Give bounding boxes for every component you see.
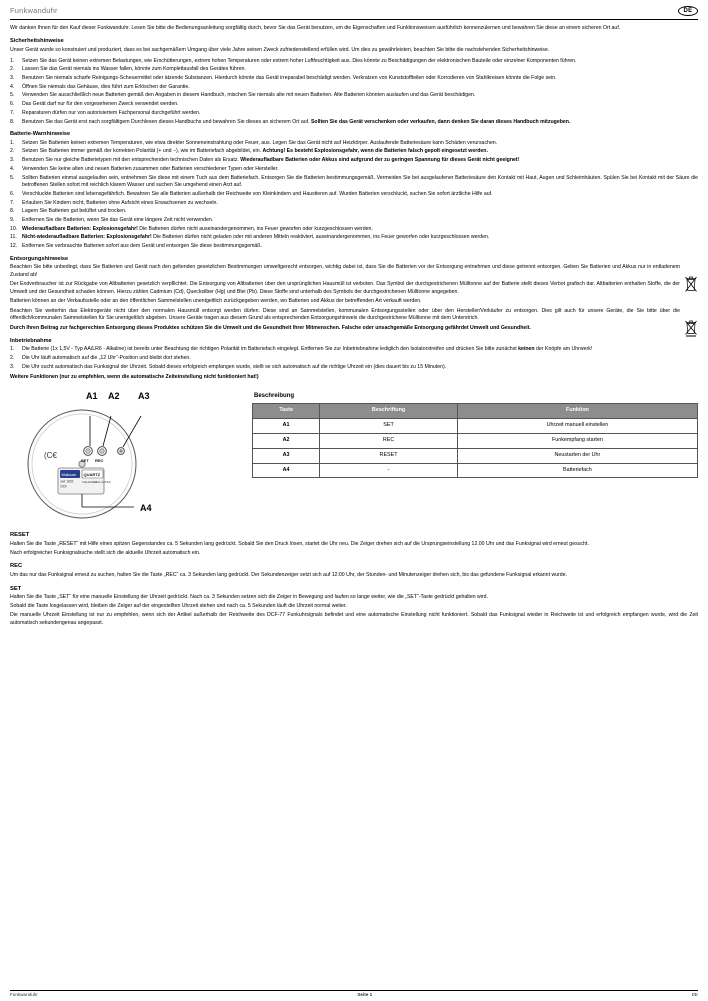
- list-item-text: Die Uhr sucht automatisch das Funksignal der Uhrzeit. Sobald dieses erfolgreich empfangen wurde, stellt se sich automatisch auf die richtige Uhrzeit ein (dies dauert bis zu 15 Minuten).: [22, 363, 447, 370]
- list-item: [10, 346, 698, 354]
- table-cell: REC: [320, 434, 458, 449]
- list-item-number: 4.: [10, 83, 15, 90]
- entsorgung-para-3: Batterien können an der Verkaufsstelle oder an den öffentlichen Sammelstellen unentgeltlich zurückgegeben werden, wo Batterien und Akkus der betreffenden Art verkauft werden.: [10, 298, 422, 305]
- list-item-text: Setzen Sie das Gerät keinen extremen Belastungen, wie Erschütterungen, extrem hohen Temperaturen oder extrem hoher Luftfeuchtigkeit aus. Dies könnte zu Beschädigungen der elektronischen Bauteile oder einzelner Komponenten führen.: [22, 57, 577, 64]
- table-cell: Batteriefach: [457, 463, 697, 478]
- col-header-taste: Taste: [253, 404, 320, 419]
- section-heading-rec: REC: [10, 563, 23, 570]
- list-item-text: Verwenden Sie keine alten und neuen Batterien zusammen oder Batterien verschiedener Typen oder Hersteller.: [22, 165, 279, 172]
- set-para-1: Halten Sie die Taste „SET“ für eine manuelle Einstellung der Uhrzeit gedrückt. Nach ca. 3 Sekunden setzen sich die Zeiger in Bewegung und laufen so lange weiter, wie die „SET“-Taste gedrückt gehalten wird.: [10, 594, 488, 601]
- list-item-text: Benutzen Sie nur gleiche Batterietypen mit den entsprechenden technischen Daten als Ersatz. Wiederaufladbare Batterien oder Akkus sind aufgrund der zu geringen Spannung für dieses Gerät nicht geeignet!: [22, 157, 520, 164]
- list-item: [10, 110, 698, 118]
- section-heading-sicherheitshinweise: Sicherheitshinweise: [10, 38, 64, 45]
- svg-text:QUARTZ: QUARTZ: [83, 471, 101, 477]
- list-item-number: 1.: [10, 346, 15, 353]
- list-item: [10, 157, 698, 165]
- callout-a3: A3: [138, 390, 150, 401]
- entsorgung-para-2: Der Endverbraucher ist zur Rückgabe von Altbatterien gesetzlich verpflichtet. Die Entsorgung von Altbatterien über den ursprünglichen Hausmüll ist verboten. Das Symbol der durchgestrichenen Mülltonne auf der Batterie stellt dieses Verbot grafisch dar. Altbatterien enthalten Stoffe, die der Umwelt und der Gesundheit schaden können. Hierzu zählen Cadmium (Cd), Quecksilber (Hg) und Blei (Pb). Diese Stoffe sind unterhalb des Symbols der durchgestrichenen Mülltonne angegeben.: [10, 281, 680, 295]
- list-item: [10, 84, 698, 92]
- list-item: [10, 66, 698, 74]
- list-item: [10, 217, 698, 225]
- list-item: [10, 364, 698, 372]
- list-item: [10, 58, 698, 66]
- clock-back-illustration: [10, 406, 235, 521]
- list-item-text: Lagern Sie Batterien gut belüftet und trocken.: [22, 208, 127, 215]
- svg-text:REC: REC: [95, 457, 104, 463]
- list-item-text: Die Uhr läuft automatisch auf die „12 Uhr“-Position und bleibt dort stehen.: [22, 354, 191, 361]
- table-cell: Uhrzeit manuell einstellen: [457, 419, 697, 434]
- entsorgung-para-1: Beachten Sie bitte unbedingt, dass Sie Batterien und Gerät nach den geltenden gesetzlichen Bestimmungen umweltgerecht entsorgen, wichtig dabei ist, dass Sie die Batterien vor der Entsorgung entnehmen und diese getrennt entsorgen. Geben Sie Batterien und Akkus nur in entladenem Zustand ab!: [10, 264, 680, 278]
- reset-para-1: Halten Sie die Taste „RESET“ mit Hilfe eines spitzen Gegenstandes ca. 5 Sekunden lang gedrückt. Sobald Sie den Druck lösen, startet die Uhr neu. Die Zeiger drehen sich auf die Ursprungseinstellung 12.00 Uhr und das Funksignal wird erneut gesucht.: [10, 540, 589, 547]
- list-item: [10, 191, 698, 199]
- list-item-number: 5.: [10, 92, 15, 99]
- callout-a2: A2: [108, 390, 120, 401]
- list-item-number: 1.: [10, 57, 15, 64]
- weee-bin-icon: [684, 319, 698, 337]
- table-cell: RESET: [320, 448, 458, 463]
- list-item: [10, 234, 698, 242]
- callout-a4: A4: [140, 502, 152, 513]
- table-cell: -: [320, 463, 458, 478]
- list-item: [10, 175, 698, 190]
- section-heading-entsorgung: Entsorgungshinweise: [10, 255, 69, 262]
- list-item: [10, 75, 698, 83]
- list-item-number: 7.: [10, 199, 15, 206]
- list-item-text: Wiederaufladbare Batterien: Explosionsgefahr! Die Batterien dürfen nicht auseinandergenommen, ins Feuer geworfen oder kurzgeschlossen werden.: [22, 225, 373, 232]
- svg-text:swr 1602: swr 1602: [60, 479, 74, 484]
- table-header-row: [253, 404, 698, 419]
- intro-paragraph: Wir danken Ihnen für den Kauf dieser Funkwanduhr. Lesen Sie bitte die Bedienungsanleitung sorgfältig durch, bevor Sie das Gerät benutzen, um die Eigenschaften und Funktionsweisen ausführlich kennenzulernen und bewahren Sie diese an einem sicheren Ort auf.: [10, 24, 621, 31]
- list-item-text: Verschluckte Batterien sind lebensgefährlich. Bewahren Sie alle Batterien außerhalb der Reichweite von Kleinkindern und Haustieren auf. Wurden Batterien verschluckt, suchen Sie sofort ärztliche Hilfe auf.: [22, 190, 493, 197]
- section-heading-batterie: Batterie-Warnhinweise: [10, 131, 71, 138]
- language-badge: DE: [678, 6, 698, 16]
- list-inbetriebnahme: [10, 346, 698, 371]
- table-title: Beschreibung: [254, 392, 295, 399]
- list-item-number: 11.: [10, 234, 17, 241]
- list-item: [10, 101, 698, 109]
- svg-text:(C€: (C€: [44, 450, 57, 460]
- list-item-number: 8.: [10, 208, 15, 215]
- table-cell: Neustarten der Uhr: [457, 448, 697, 463]
- table-body: [253, 419, 698, 478]
- callout-labels: [10, 390, 242, 406]
- list-item-number: 9.: [10, 217, 15, 223]
- lower-sections: [10, 531, 698, 628]
- col-header-funktion: Funktion: [457, 404, 697, 419]
- list-item-text: Setzen Sie Batterien keinen extremen Temperaturen, wie etwa direkter Sonneneinstrahlung oder Feuer, aus. Legen Sie das Gerät nicht auf Heizkörper. Auslaufende Batteriesäure kann Schäden verursachen.: [22, 139, 498, 146]
- list-item-number: 6.: [10, 190, 15, 197]
- list-item-number: 5.: [10, 174, 15, 181]
- description-table-wrapper: [252, 390, 698, 521]
- section-heading-reset: RESET: [10, 531, 30, 538]
- list-item-number: 6.: [10, 101, 15, 108]
- svg-text:KELEMELI: KELEMELI: [82, 479, 98, 484]
- section-heading-inbetriebnahme: Inbetriebnahme: [10, 337, 52, 344]
- list-item-number: 3.: [10, 157, 15, 164]
- svg-text:WALUATES: WALUATES: [94, 479, 111, 484]
- list-item-text: Entfernen Sie verbrauchte Batterien sofort aus dem Gerät und entsorgen Sie diese bestimmungsgemäß.: [22, 243, 262, 250]
- list-item-number: 12.: [10, 243, 18, 250]
- list-item-text: Lassen Sie das Gerät niemals ins Wasser fallen, könnte zum Komplettausfall des Gerätes führen.: [22, 66, 246, 73]
- list-item-number: 7.: [10, 109, 15, 116]
- table-cell: A3: [253, 448, 320, 463]
- reset-para-2: Nach erfolgreicher Funksignalsuche stellt sich die aktuelle Uhrzeit automatisch ein.: [10, 549, 201, 556]
- footer-left: Funkwanduhr: [10, 992, 38, 998]
- page-footer: [10, 990, 698, 999]
- entsorgung-para-4: Beachten Sie weiterhin das Elektrogeräte nicht über den normalen Hausmüll entsorgt werden dürfen. Diese sind an Sammelstellen, kommunalen Entsorgungsstellen oder über den Hersteller/Verkäufer zu entsorgen. Dies gilt auch für unsere Geräte, die Sie bitte über die öffentlich/kommunalen Sammelstellen für Sie unentgeltlich abgeben. Unsere Geräte tragen aus diesem Grund als entsprechenden Entsorgungshinweis die durchgestrichene Mülltonne mit dem Unterstrich.: [10, 307, 680, 322]
- list-item: [10, 119, 698, 127]
- list-item: [10, 140, 698, 148]
- list-item: [10, 200, 698, 208]
- page-title: Funkwanduhr: [10, 6, 58, 15]
- list-item-number: 1.: [10, 139, 15, 146]
- svg-text:Wallouse: Wallouse: [61, 472, 77, 477]
- list-item-text: Das Gerät darf nur für den vorgesehenen Zweck verwendet werden.: [22, 101, 179, 108]
- list-item-number: 10.: [10, 225, 18, 232]
- diagram-and-table: [10, 390, 698, 521]
- table-cell: A4: [253, 463, 320, 478]
- list-item-text: Öffnen Sie niemals das Gehäuse, dies führt zum Erlöschen der Garantie.: [22, 83, 190, 90]
- list-item: [10, 148, 698, 156]
- list-item: [10, 92, 698, 100]
- table-cell: SET: [320, 419, 458, 434]
- table-cell: Funkempfang starten: [457, 434, 697, 449]
- list-item: [10, 355, 698, 363]
- section-body-sicherheitshinweise: Unser Gerät wurde so konstruiert und produziert, dass es bei sachgemäßem Umgang über viele Jahre seinen Zweck zufriedenstellend erfüllen wird. Um dies zu gewährleisten, beachten Sie bitte die nachstehenden Sicherheitshinweise.: [10, 47, 550, 54]
- footer-right: DE: [691, 992, 698, 998]
- section-heading-set: SET: [10, 585, 22, 592]
- list-item-number: 2.: [10, 148, 15, 155]
- list-item: [10, 226, 698, 234]
- list-item-number: 2.: [10, 354, 15, 361]
- list-item: [10, 166, 698, 174]
- list-sicherheitshinweise: [10, 58, 698, 127]
- table-row: [253, 419, 698, 434]
- svg-text:SET: SET: [81, 457, 89, 463]
- table-row: [253, 434, 698, 449]
- list-item-text: Sollten Batterien einmal ausgelaufen sein, entnehmen Sie diese mit einem Tuch aus dem Batteriefach. Entsorgen Sie die Batterien bestimmungsgemäß. Vermeiden Sie bei ausgelaufener Batteriesäure den Kontakt mit Haut, Augen und Schleimhäuten. Spülen Sie bei Kontakt mit der Säure die betroffenen Stellen sofort mit reichlich klarem Wasser und suchen Sie umgehend einen Arzt auf.: [22, 174, 698, 189]
- section-entsorgung: [10, 255, 698, 333]
- list-item-text: Nicht-wiederaufladbare Batterien: Explosionsgefahr! Die Batterien dürfen nicht geladen oder mit anderen Mitteln reaktiviert, auseinandergenommen, ins Feuer geworfen oder kurzgeschlossen werden.: [22, 234, 490, 241]
- list-item-number: 3.: [10, 363, 15, 370]
- list-item-number: 8.: [10, 118, 15, 125]
- list-item-number: 3.: [10, 74, 15, 81]
- entsorgung-closing: Durch Ihren Beitrag zur fachgerechten Entsorgung dieses Produktes schützen Sie die Umwelt und die Gesundheit Ihrer Mitmenschen. Falsche oder unsachgemäße Entsorgung gefährdet Umwelt und Gesundheit.: [10, 325, 531, 332]
- list-item-number: 4.: [10, 165, 15, 172]
- list-item-text: Verwenden Sie ausschließlich neue Batterien gemäß den Angaben in diesem Handbuch, mischen Sie niemals alte mit neuen Batterien. Alte Batterien könnten auslaufen und das Gerät beschädigen.: [22, 92, 476, 99]
- document-header: [10, 6, 698, 20]
- list-item-text: Die Batterie (1x 1,5V - Typ AA/LR6 - Alkaline) ist bereits unter Beachtung der richtigen Polarität im Batteriefach eingelegt. Entfernen Sie zur Inbetriebnahme lediglich den Isolatorstreifen und drücken Sie bitte zunächst keinen der Knöpfe am Uhrwerk!: [22, 346, 593, 353]
- description-table: [252, 403, 698, 478]
- rec-para-1: Um das nur das Funksignal erneut zu suchen, halten Sie die Taste „REC“ ca. 3 Sekunden lang gedrückt. Der Sekundenzeiger setzt sich auf 12:00 Uhr, der Stunden- und Minutenzeiger drehen sich, bis das gefundene Funksignal erkannt wurde.: [10, 572, 568, 578]
- table-row: [253, 448, 698, 463]
- table-cell: A2: [253, 434, 320, 449]
- callout-a1: A1: [86, 390, 98, 401]
- set-para-2: Sobald die Taste losgelassen wird, bleiben die Zeiger auf der eingestellten Uhrzeit stehen und nach ca. 5 Sekunden läuft die Uhrzeit normal weiter.: [10, 603, 347, 610]
- list-item: [10, 208, 698, 216]
- list-batterie: [10, 140, 698, 251]
- footer-center: Seite 1: [357, 992, 373, 998]
- inbetriebnahme-note: Weitere Funktionen (nur zu empfehlen, wenn die automatische Zeiteinstellung nicht funktioniert hat!): [10, 374, 259, 381]
- list-item-text: Setzen Sie Batterien immer gemäß der korrekten Polarität (+ und −), wie im Batteriefach abgebildet, ein. Achtung! Es besteht Explosionsgefahr, wenn die Batterien falsch gepolt eingesetzt werden.: [22, 148, 488, 155]
- svg-text:DCF: DCF: [60, 484, 68, 489]
- set-para-3: Die manuelle Uhrzeit Einstellung ist nur zu empfehlen, wenn sich der Artikel außerhalb der Reichweite des DCF-77 Funkuhrsignals befindet und eine automatische Einstellung nicht funktioniert. Sobald das Funksignal wieder in Reichweite ist und erfolgreich empfangen wurde, wird die Zeit automatisch sekundengenau angepasst.: [10, 612, 698, 627]
- table-row: [253, 463, 698, 478]
- col-header-beschriftung: Beschriftung: [320, 404, 458, 419]
- list-item-number: 2.: [10, 66, 15, 73]
- crossed-out-bin-icon: [684, 275, 698, 293]
- list-item-text: Erlauben Sie Kindern nicht, Batterien ohne Aufsicht eines Erwachsenen zu wechseln.: [22, 199, 218, 206]
- list-item-text: Benutzen Sie das Gerät erst nach sorgfältigem Durchlesen dieses Handbuchs und bewahren Sie dieses an sicherem Ort auf. Sollten Sie das Gerät verschenken oder verkaufen, dann denken Sie daran dieses Handbuch mitzugeben.: [22, 118, 571, 125]
- list-item-text: Reparaturen dürfen nur von autorisiertem Fachpersonal durchgeführt werden.: [22, 109, 201, 116]
- clock-diagram: [10, 390, 242, 521]
- list-item: [10, 243, 698, 251]
- list-item-text: Benutzen Sie niemals scharfe Reinigungs-Scheuermittel oder ätzende Substanzen. Hierdurch könnte das Gerät irreparabel beschädigt werden. Verkratzen von Kunststoffteilen oder Korrodieren von Stahlkreisen könnte die Folge sein.: [22, 74, 557, 81]
- clock-back-svg: [10, 406, 235, 521]
- table-cell: A1: [253, 419, 320, 434]
- list-item-text: Entfernen Sie die Batterien, wenn Sie das Gerät eine längere Zeit nicht verwenden.: [22, 217, 214, 223]
